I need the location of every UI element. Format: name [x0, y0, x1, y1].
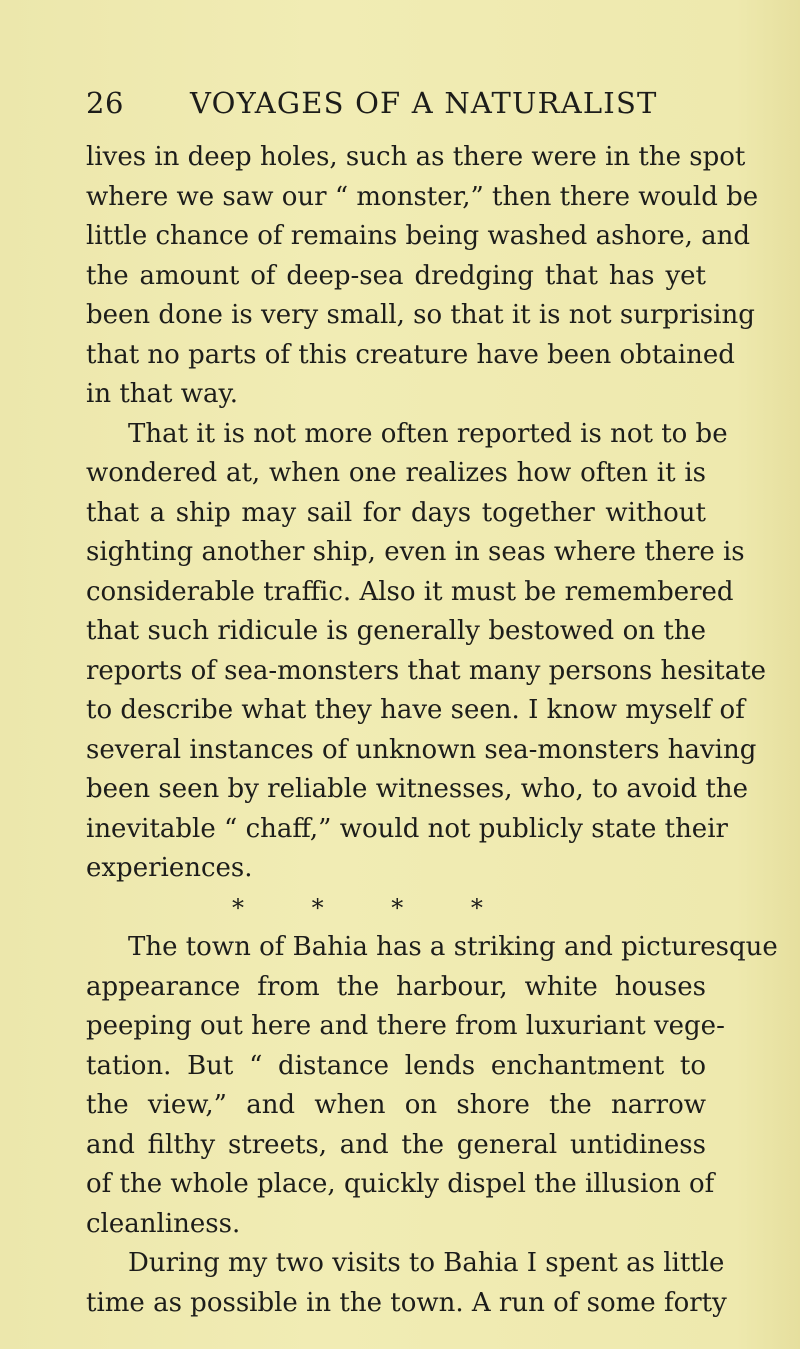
- page-header: [86, 86, 706, 126]
- text-line: time as possible in the town. A run of some forty: [86, 1287, 727, 1318]
- text-line: sighting another ship, even in seas where there is: [86, 537, 745, 567]
- text-line: and filthy streets, and the general untidiness: [86, 1129, 706, 1160]
- text-line: considerable traffic. Also it must be remembered: [86, 576, 734, 607]
- page-number: 26: [86, 86, 124, 120]
- text-line: reports of sea-monsters that many persons hesitate: [86, 655, 767, 686]
- text-line: lives in deep holes, such as there were in the spot: [86, 142, 746, 172]
- text-line: been seen by reliable witnesses, who, to avoid the: [86, 774, 748, 804]
- text-line: in that way.: [86, 379, 238, 409]
- text-line: that no parts of this creature have been obtained: [86, 339, 735, 370]
- text-line: cleanliness.: [86, 1208, 241, 1239]
- text-line: peeping out here and there from luxuriant vege-: [86, 1011, 725, 1041]
- text-line: During my two visits to Bahia I spent as little: [128, 1248, 725, 1278]
- text-line: several instances of unknown sea-monsters having: [86, 734, 757, 765]
- text-line: to describe what they have seen. I know myself of: [86, 695, 745, 725]
- body-text: [86, 138, 778, 1323]
- section-break-asterisks: * * * *: [232, 893, 483, 922]
- text-line: experiences.: [86, 853, 253, 883]
- running-head: VOYAGES OF A NATURALIST: [190, 86, 658, 120]
- text-line: The town of Bahia has a striking and picturesque: [128, 932, 778, 962]
- text-line: appearance from the harbour, white houses: [86, 971, 706, 1002]
- text-line: the amount of deep-sea dredging that has yet: [86, 260, 706, 291]
- text-line: been done is very small, so that it is not surprising: [86, 300, 755, 330]
- text-line: where we saw our “ monster,” then there would be: [86, 181, 759, 212]
- text-line: the view,” and when on shore the narrow: [86, 1090, 706, 1120]
- text-line: that a ship may sail for days together without: [86, 497, 706, 528]
- text-line: that such ridicule is generally bestowed on the: [86, 616, 706, 646]
- text-line: wondered at, when one realizes how often it is: [86, 458, 706, 488]
- text-line: of the whole place, quickly dispel the illusion of: [86, 1169, 715, 1199]
- text-line: That it is not more often reported is not to be: [128, 418, 728, 449]
- text-line: tation. But “ distance lends enchantment to: [86, 1050, 706, 1081]
- text-line: inevitable “ chaff,” would not publicly state their: [86, 813, 728, 844]
- text-line: little chance of remains being washed ashore, and: [86, 221, 751, 251]
